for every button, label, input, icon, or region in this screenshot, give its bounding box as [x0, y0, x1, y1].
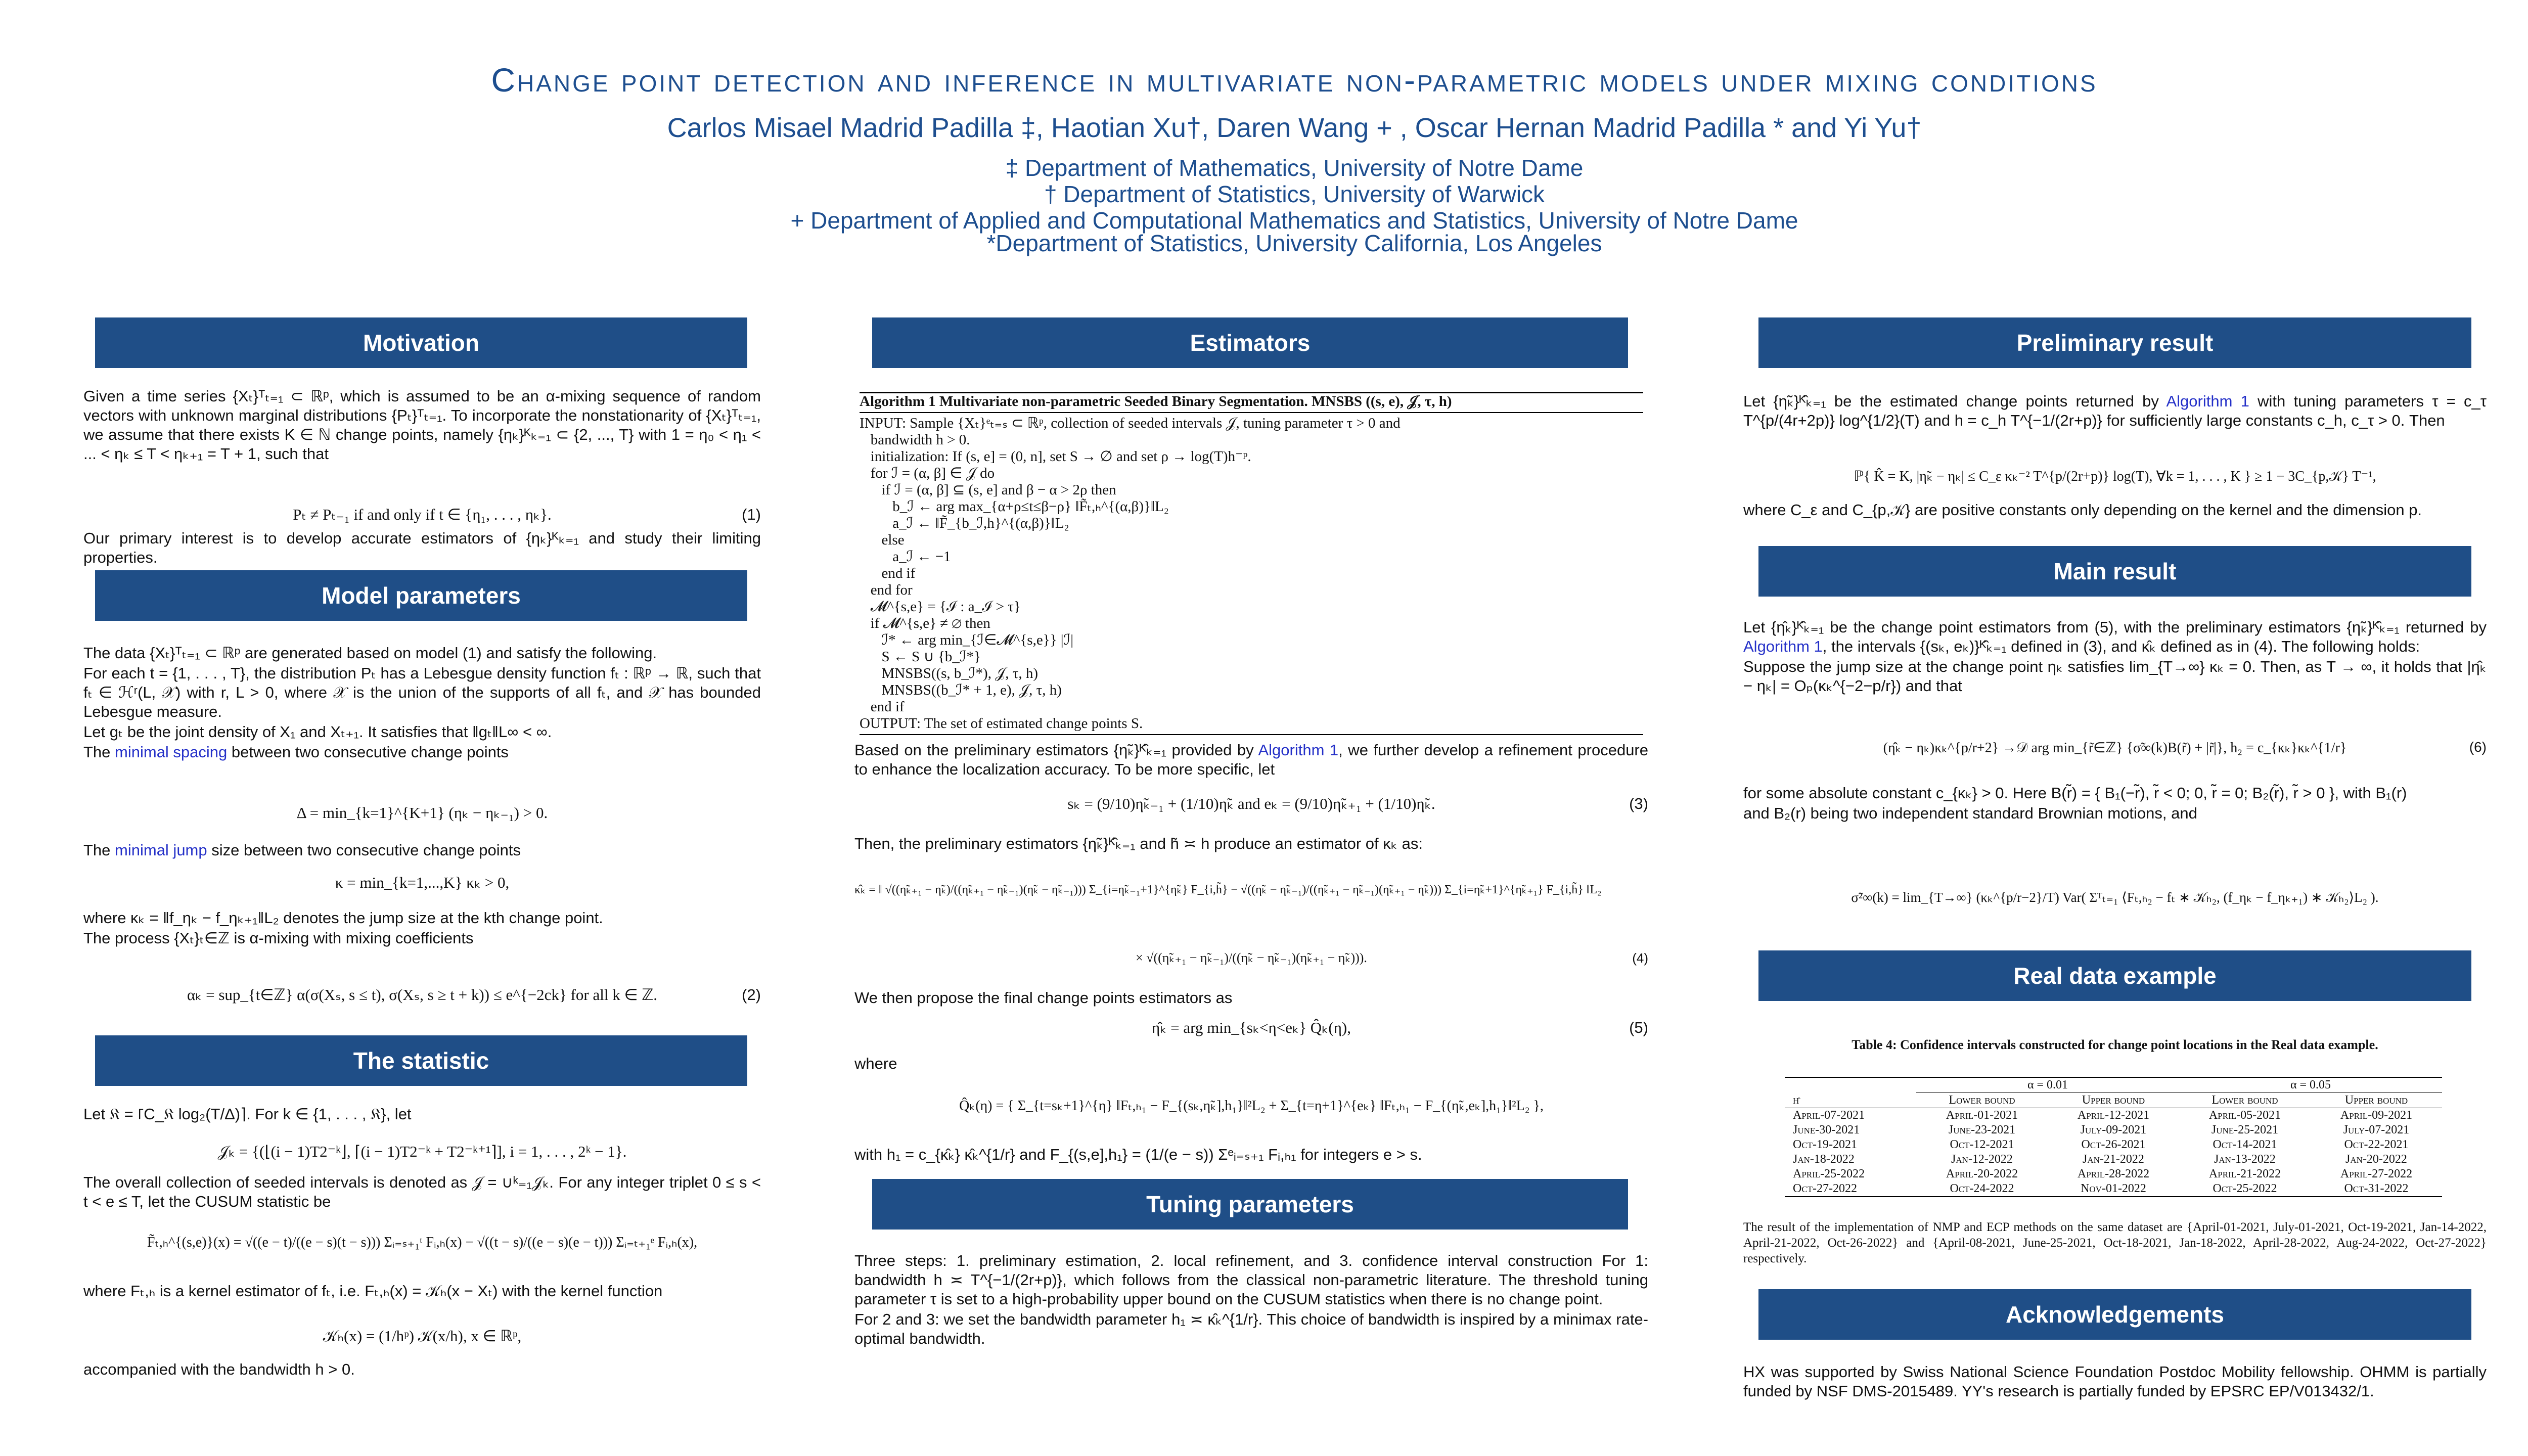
- tuning-heading: Tuning parameters: [872, 1179, 1628, 1230]
- algorithm-1-link-3[interactable]: Algorithm 1: [1743, 638, 1823, 655]
- table-cell: April-27-2022: [2340, 1167, 2413, 1180]
- estimators-heading: Estimators: [872, 317, 1628, 368]
- table-header-lower-1: Lower bound: [1949, 1094, 2015, 1107]
- table-cell: Oct-24-2022: [1950, 1182, 2014, 1195]
- equation-1-number: (1): [742, 506, 761, 523]
- equation-kappa-body: κ = min_{k=1,...,K} κₖ > 0,: [335, 874, 510, 891]
- statistic-text: [83, 1105, 761, 1125]
- model-paragraph-3: Let gₜ be the joint density of X₁ and Xₜ₊₁. It satisfies that ‖gₜ‖L∞ < ∞.: [83, 723, 552, 741]
- alpha-005-header: α = 0.05: [2179, 1077, 2442, 1093]
- table-row: [1785, 1108, 2442, 1123]
- table-alpha-row: [1785, 1077, 2442, 1093]
- equation-4-tail: [854, 950, 1648, 971]
- model-text-pre-2: The: [83, 841, 115, 859]
- acknowledgements-paragraph: HX was supported by Swiss National Science Foundation Postdoc Mobility fellowship. OHMM is partially funded by NSF DMS-2015489. YY's research is partially funded by EPSRC EP/V013432/1.: [1743, 1363, 2487, 1400]
- table-cell: Oct-19-2021: [1793, 1138, 1858, 1151]
- tuning-text: [854, 1251, 1648, 1349]
- equation-4-body-a: κ̂ₖ = ‖ √((η̃ₖ₊₁ − η̃ₖ)/((η̃ₖ₊₁ − η̃ₖ₋₁)(η̃ₖ − η̃ₖ₋₁))) Σ_{i=η̃ₖ₋₁+1}^{η̃ₖ} F_{i,h̃} − √((η̃ₖ − η̃ₖ₋₁)/((η̃ₖ₊₁ − η̃ₖ₋₁)(η̃ₖ₊₁ − η̃ₖ))) Σ_{i=η̃ₖ+1}^{η̃ₖ₊₁} F_{i,h̃} ‖L₂: [854, 883, 1602, 896]
- estimators-text-4: [854, 1054, 1648, 1074]
- acknowledgements-heading: Acknowledgements: [1758, 1289, 2471, 1340]
- table-cell: April-28-2022: [2077, 1167, 2150, 1180]
- table-row: [1785, 1152, 2442, 1167]
- preliminary-text-2: [1743, 500, 2487, 521]
- equation-q-body: Q̂ₖ(η) = { Σ_{t=sₖ+1}^{η} ‖Fₜ,ₕ₁ − F_{(sₖ,η̃ₖ],h₁}‖²L₂ + Σ_{t=η+1}^{eₖ} ‖Fₜ,ₕ₁ − F_{(η̃ₖ,eₖ],h₁}‖²L₂ },: [959, 1098, 1544, 1114]
- table-header-upper-2: Upper bound: [2344, 1094, 2408, 1107]
- table-cell: Oct-12-2021: [1950, 1138, 2014, 1151]
- algorithm-line: initialization: If (s, e] = (0, n], set S → ∅ and set ρ → log(T)h⁻ᵖ.: [860, 448, 1251, 465]
- equation-delta-body: Δ = min_{k=1}^{K+1} (ηₖ − ηₖ₋₁) > 0.: [296, 804, 548, 822]
- table-cell: Oct-14-2021: [2213, 1138, 2277, 1151]
- equation-cusum: [83, 1234, 761, 1254]
- table-cell: Jan-20-2022: [2345, 1153, 2407, 1166]
- algorithm-line: if ℐ = (α, β] ⊆ (s, e] and β − α > 2ρ then: [860, 482, 1116, 498]
- real-data-heading: Real data example: [1758, 950, 2471, 1001]
- table-cell: Nov-01-2022: [2081, 1182, 2146, 1195]
- algorithm-line: S ← S ∪ {b_ℐ*}: [860, 649, 981, 665]
- statistic-paragraph-2: The overall collection of seeded intervals is denoted as 𝒥 = ∪ᵏ₌₁𝒥ₖ. For any integer triplet 0 ≤ s < t < e ≤ T, let the CUSUM statistic be: [83, 1173, 761, 1210]
- statistic-heading: The statistic: [95, 1035, 747, 1086]
- main-result-paragraph-3: for some absolute constant c_{κₖ} > 0. Here B(r̃) = { B₁(−r̃), r̃ < 0; 0, r̃ = 0; B₂(r̃), r̃ > 0 }, with B₁(r): [1743, 784, 2407, 802]
- model-text-b: [83, 841, 761, 861]
- algorithm-line: INPUT: Sample {Xₜ}ᵉₜ₌ₛ ⊂ ℝᵖ, collection of seeded intervals 𝒥, tuning parameter τ > 0 and: [860, 415, 1401, 431]
- poster-title: Change point detection and inference in multivariate non-parametric models under mixing conditions: [491, 61, 2098, 99]
- minimal-spacing-link[interactable]: minimal spacing: [115, 743, 228, 761]
- table-cell: April-01-2021: [1946, 1109, 2018, 1122]
- author-list: Carlos Misael Madrid Padilla ‡, Haotian Xu†, Daren Wang + , Oscar Hernan Madrid Padilla * and Yi Yu†: [667, 113, 1922, 143]
- table-cell: Jan-21-2022: [2083, 1153, 2144, 1166]
- statistic-paragraph-4: accompanied with the bandwidth h > 0.: [83, 1360, 355, 1378]
- table-cell: April-05-2021: [2208, 1109, 2281, 1122]
- table-cell: April-21-2022: [2208, 1167, 2281, 1180]
- model-paragraph-6: where κₖ = ‖f_ηₖ − f_ηₖ₊₁‖L₂ denotes the jump size at the kth change point.: [83, 909, 603, 927]
- preliminary-paragraph-2: where C_ε and C_{p,𝒦} are positive constants only depending on the kernel and the dimension p.: [1743, 501, 2422, 519]
- estimators-paragraph-2: Then, the preliminary estimators {η̃ₖ}ᴷ̂ₖ₌₁ and h̃ ≍ h produce an estimator of κₖ as:: [854, 835, 1423, 852]
- statistic-text-4: [83, 1360, 761, 1380]
- equation-5-body: η̂ₖ = arg min_{sₖ<η<eₖ} Q̂ₖ(η),: [1152, 1019, 1351, 1036]
- model-text-post: between two consecutive change points: [227, 743, 509, 761]
- algorithm-1: [860, 392, 1643, 737]
- algorithm-line: OUTPUT: The set of estimated change points S.: [860, 715, 1143, 732]
- main-result-paragraph-1: [1743, 618, 2487, 656]
- table-header-upper-1: Upper bound: [2082, 1094, 2145, 1107]
- main-result-paragraph-4: and B₂(r) being two independent standard Brownian motions, and: [1743, 804, 2197, 822]
- algorithm-line: ℐ* ← arg min_{ℐ∈𝓜^{s,e}} |ℐ|: [860, 632, 1074, 648]
- equation-delta: [83, 804, 761, 824]
- equation-4: [854, 882, 1648, 938]
- acknowledgements-text: [1743, 1362, 2487, 1402]
- table-header-lower-2: Lower bound: [2211, 1094, 2278, 1107]
- algorithm-line: MNSBS((s, b_ℐ*), 𝒥, τ, h): [860, 665, 1039, 681]
- affiliation-2: † Department of Statistics, University of Warwick: [1044, 181, 1545, 207]
- equation-3-body: sₖ = (9/10)η̃ₖ₋₁ + (1/10)η̃ₖ and eₖ = (9/10)η̃ₖ₊₁ + (1/10)η̃ₖ.: [1067, 795, 1435, 812]
- table-caption: Table 4: Confidence intervals constructed for change point locations in the Real data example.: [1852, 1037, 2378, 1052]
- table-cell: April-09-2021: [2340, 1109, 2413, 1122]
- affiliation-4: *Department of Statistics, University California, Los Angeles: [986, 230, 1602, 256]
- equation-jk: [83, 1143, 761, 1163]
- equation-6: [1743, 739, 2487, 759]
- table-cell: April-07-2021: [1793, 1109, 1865, 1122]
- motivation-text-2: [83, 529, 761, 568]
- preliminary-text: [1743, 392, 2487, 431]
- table-cell: Jan-13-2022: [2214, 1153, 2276, 1166]
- equation-2-body: αₖ = sup_{t∈ℤ} α(σ(Xₛ, s ≤ t), σ(Xₛ, s ≥ t + k)) ≤ e^{−2ck} for all k ∈ ℤ.: [187, 986, 658, 1004]
- statistic-paragraph-1: Let 𝔎 = ⌈C_𝔎 log₂(T/Δ)⌉. For k ∈ {1, . . . , 𝔎}, let: [83, 1105, 412, 1123]
- equation-kernel-body: 𝒦ₕ(x) = (1/hᵖ) 𝒦(x/h), x ∈ ℝᵖ,: [323, 1327, 522, 1345]
- statistic-text-3: [83, 1282, 761, 1302]
- algorithm-line: MNSBS((b_ℐ* + 1, e), 𝒥, τ, h): [860, 682, 1062, 698]
- algorithm-line: else: [860, 532, 905, 548]
- model-paragraph-7: The process {Xₜ}ₜ∈ℤ is α-mixing with mixing coefficients: [83, 929, 474, 947]
- equation-5: [854, 1019, 1648, 1039]
- estimators-paragraph-5: with h₁ = c_{κ̂ₖ} κ̂ₖ^{1/r} and F_{(s,e],h₁} = (1/(e − s)) Σᵉᵢ₌ₛ₊₁ Fᵢ,ₕ₁ for integers e > s.: [854, 1146, 1422, 1163]
- algorithm-mid-rule: [860, 412, 1643, 413]
- preliminary-heading: Preliminary result: [1758, 317, 2471, 368]
- table-cell: Oct-26-2021: [2081, 1138, 2146, 1151]
- estimators-paragraph-3: We then propose the final change points estimators as: [854, 989, 1233, 1007]
- statistic-text-2: [83, 1173, 761, 1212]
- model-text-post-2: size between two consecutive change points: [207, 841, 521, 859]
- table-cell: July-09-2021: [2080, 1123, 2147, 1136]
- equation-sigma-body: σ̃²∞(k) = lim_{T→∞} (κₖ^{p/r−2}/T) Var( Σᵀₜ₌₁ ⟨Fₜ,ₕ₂ − fₜ ∗ 𝒦ₕ₂, (f_ηₖ − f_ηₖ₊₁) ∗ 𝒦ₕ₂⟩L₂ ).: [1851, 890, 2379, 905]
- table-cell: June-23-2021: [1948, 1123, 2016, 1136]
- algorithm-1-link[interactable]: Algorithm 1: [1258, 741, 1339, 759]
- alpha-001-header: α = 0.01: [1916, 1077, 2179, 1093]
- estimators-text-post: , we further develop a refinement procedure to enhance the localization accuracy. To be more specific, let: [854, 741, 1648, 778]
- algorithm-line: a_ℐ ← ‖F̃_{b_ℐ,h}^{(α,β)}‖L₂: [860, 515, 1069, 531]
- main-result-text: [1743, 618, 2487, 697]
- motivation-paragraph-2: Our primary interest is to develop accurate estimators of {ηₖ}ᴷₖ₌₁ and study their limiting properties.: [83, 529, 761, 566]
- estimators-text-pre: Based on the preliminary estimators {η̃ₖ}ᴷ̂ₖ₌₁ provided by: [854, 741, 1258, 759]
- motivation-heading: Motivation: [95, 317, 747, 368]
- tuning-paragraph-1: Three steps: 1. preliminary estimation, 2. local refinement, and 3. confidence interval construction For 1: bandwidth h ≍ T^{−1/(2r+p)}, which follows from the classical non-parametric literature. The threshold tuning parameter τ is set to a high-probability upper bound on the CUSUM statistics when there is no change point.: [854, 1252, 1648, 1308]
- table-cell: Oct-25-2022: [2213, 1182, 2277, 1195]
- table-cell: Oct-31-2022: [2344, 1182, 2409, 1195]
- model-paragraph-1: The data {Xₜ}ᵀₜ₌₁ ⊂ ℝᵖ are generated based on model (1) and satisfy the following.: [83, 644, 657, 662]
- algorithm-1-link-2[interactable]: Algorithm 1: [2166, 392, 2249, 410]
- table-corner: [1785, 1077, 1916, 1093]
- table-header-eta: η̂: [1793, 1093, 1799, 1107]
- table-row: [1785, 1167, 2442, 1181]
- algorithm-line: if 𝓜^{s,e} ≠ ∅ then: [860, 615, 990, 631]
- main-result-heading: Main result: [1758, 546, 2471, 597]
- table-header-row: [1785, 1093, 2442, 1108]
- model-paragraph-5: [83, 841, 761, 860]
- equation-5-number: (5): [1629, 1019, 1648, 1036]
- table-body: [1785, 1108, 2442, 1197]
- model-text: [83, 644, 761, 763]
- main-text-post: , the intervals {(sₖ, eₖ)}ᴷ̂ₖ₌₁ defined in (3), and κ̂ₖ defined as in (4). The following holds:: [1822, 638, 2420, 655]
- motivation-paragraph: Given a time series {Xₜ}ᵀₜ₌₁ ⊂ ℝᵖ, which is assumed to be an α-mixing sequence of random vectors with unknown marginal distributions {Pₜ}ᵀₜ₌₁. To incorporate the nonstationarity of {Xₜ}ᵀₜ₌₁, we assume that there exists K ∈ ℕ change points, namely {ηₖ}ᴷₖ₌₁ ⊂ {2, ..., T} with 1 = η₀ < η₁ < ... < ηₖ ≤ T < ηₖ₊₁ = T + 1, such that: [83, 387, 761, 463]
- table-cell: Oct-27-2022: [1793, 1182, 1858, 1195]
- equation-cusum-body: F̃ₜ,ₕ^{(s,e)}(x) = √((e − t)/((e − s)(t − s))) Σᵢ₌ₛ₊₁ᵗ Fᵢ,ₕ(x) − √((t − s)/((e − s)(e − t))) Σᵢ₌ₜ₊₁ᵉ Fᵢ,ₕ(x),: [147, 1235, 698, 1250]
- algorithm-line: end if: [860, 699, 905, 715]
- model-text-c: [83, 908, 761, 949]
- model-paragraph-4: [83, 743, 761, 762]
- main-result-paragraph-2: Suppose the jump size at the change point ηₖ satisfies lim_{T→∞} κₖ = 0. Then, as T → ∞, it holds that |η̂ₖ − ηₖ| = Oₚ(κₖ^{−2−p/r}) and that: [1743, 658, 2487, 695]
- equation-3: [854, 795, 1648, 815]
- equation-6-body: (η̂ₖ − ηₖ)κₖ^{p/r+2} →𝒟 arg min_{r̃∈ℤ} {σ̃∞(k)B(r̃) + |r̃|}, h₂ = c_{κₖ}κₖ^{1/r}: [1883, 740, 2347, 756]
- preliminary-text-pre: Let {η̃ₖ}ᴷ̂ₖ₌₁ be the estimated change points returned by: [1743, 392, 2166, 410]
- equation-kappa: [83, 874, 761, 894]
- equation-1: [83, 506, 761, 526]
- table-row: [1785, 1181, 2442, 1197]
- table-cell: June-25-2021: [2211, 1123, 2279, 1136]
- preliminary-text-post: with tuning parameters τ = c_τ T^{p/(4r+2p)} log^{1/2}(T) and h = c_h T^{−1/(2r+p)} for sufficiently large constants c_h, c_τ > 0. Then: [1743, 392, 2487, 429]
- estimators-paragraph-1: [854, 741, 1648, 779]
- algorithm-line: bandwidth h > 0.: [860, 432, 970, 448]
- tuning-paragraph-2: For 2 and 3: we set the bandwidth parameter h₁ ≍ κ̂ₖ^{1/r}. This choice of bandwidth is inspired by a minimax rate-optimal bandwidth.: [854, 1310, 1648, 1347]
- table-cell: Jan-12-2022: [1951, 1153, 2013, 1166]
- model-text-pre: The: [83, 743, 115, 761]
- table-row: [1785, 1123, 2442, 1138]
- real-data-table: [1785, 1077, 2442, 1197]
- algorithm-line: end for: [860, 582, 913, 598]
- table-cell: April-20-2022: [1946, 1167, 2018, 1180]
- estimators-text-5: [854, 1145, 1648, 1165]
- algorithm-line: 𝓜^{s,e} = {ℐ : a_ℐ > τ}: [860, 599, 1021, 615]
- algorithm-lines: [860, 415, 1643, 732]
- estimators-text-3: [854, 988, 1648, 1009]
- equation-4-number: (4): [1632, 950, 1648, 966]
- equation-prelim: [1743, 468, 2487, 488]
- estimators-text-2: [854, 834, 1648, 854]
- equation-jk-body: 𝒥ₖ = {(⌊(i − 1)T2⁻ᵏ⌋, ⌈(i − 1)T2⁻ᵏ + T2⁻ᵏ⁺¹⌉], i = 1, . . . , 2ᵏ − 1}.: [217, 1143, 627, 1160]
- equation-2: [83, 986, 761, 1006]
- main-result-text-2: [1743, 784, 2487, 824]
- table-row: [1785, 1138, 2442, 1152]
- algorithm-line: a_ℐ ← −1: [860, 549, 951, 565]
- algorithm-line: end if: [860, 565, 916, 581]
- equation-4-body-b: × √((η̃ₖ₊₁ − η̃ₖ₋₁)/((η̃ₖ − η̃ₖ₋₁)(η̃ₖ₊₁ − η̃ₖ))).: [1136, 950, 1367, 965]
- table-cell: April-25-2022: [1793, 1167, 1865, 1180]
- estimators-paragraph-4: where: [854, 1055, 897, 1072]
- equation-prelim-body: ℙ{ K̂ = K, |η̃ₖ − ηₖ| ≤ C_ε κₖ⁻² T^{p/(2r+p)} log(T), ∀k = 1, . . . , K } ≥ 1 − 3C_{p,𝒦} T⁻¹,: [1854, 469, 2376, 484]
- affiliation-3: + Department of Applied and Computational Mathematics and Statistics, University of Notre Dame: [790, 207, 1798, 234]
- algorithm-title: Algorithm 1 Multivariate non-parametric Seeded Binary Segmentation. MNSBS ((s, e), 𝒥, τ, h): [860, 393, 1452, 410]
- algorithm-line: b_ℐ ← arg max_{α+ρ≤t≤β−ρ} ‖F̃ₜ,ₕ^{(α,β)}‖L₂: [860, 498, 1169, 515]
- estimators-text-1: [854, 741, 1648, 780]
- table-cell: June-30-2021: [1793, 1123, 1860, 1136]
- preliminary-paragraph-1: [1743, 392, 2487, 430]
- equation-6-number: (6): [2469, 739, 2487, 755]
- statistic-paragraph-3: where Fₜ,ₕ is a kernel estimator of fₜ, i.e. Fₜ,ₕ(x) = 𝒦ₕ(x − Xₜ) with the kernel function: [83, 1282, 663, 1300]
- equation-sigma: [1743, 890, 2487, 910]
- table-cell: Jan-18-2022: [1793, 1153, 1855, 1166]
- table-note: The result of the implementation of NMP and ECP methods on the same dataset are {April-01-2021, July-01-2021, Oct-19-2021, Jan-14-2022, April-21-2022, Oct-26-2022} and {April-08-2021, June-25-2021, Oct-18-2021, Jan-18-2022, April-28-2022, Aug-24-2022, Oct-27-2022} respectively.: [1743, 1220, 2487, 1265]
- affiliation-1: ‡ Department of Mathematics, University of Notre Dame: [1005, 155, 1584, 181]
- minimal-jump-link[interactable]: minimal jump: [115, 841, 207, 859]
- equation-q: [854, 1097, 1648, 1117]
- equation-2-number: (2): [742, 986, 761, 1004]
- model-heading: Model parameters: [95, 570, 747, 621]
- table-cell: April-12-2021: [2077, 1109, 2150, 1122]
- algorithm-bottom-rule: [860, 734, 1643, 735]
- motivation-text: [83, 387, 761, 465]
- table-cell: July-07-2021: [2343, 1123, 2410, 1136]
- table-cell: Oct-22-2021: [2344, 1138, 2409, 1151]
- main-text-pre: Let {η̂ₖ}ᴷ̂ₖ₌₁ be the change point estimators from (5), with the preliminary estimators {η̃ₖ}ᴷ̂ₖ₌₁ returned by: [1743, 618, 2487, 636]
- equation-3-number: (3): [1629, 795, 1648, 812]
- model-paragraph-2: For each t = {1, . . . , T}, the distribution Pₜ has a Lebesgue density function fₜ : ℝᵖ → ℝ, such that fₜ ∈ ℋʳ(L, 𝒳) with r, L > 0, where 𝒳 is the union of the supports of all fₜ, and 𝒳 has bounded Lebesgue measure.: [83, 664, 761, 720]
- algorithm-line: for ℐ = (α, β] ∈ 𝒥 do: [860, 465, 995, 481]
- equation-kernel: [83, 1327, 761, 1347]
- equation-1-body: Pₜ ≠ Pₜ₋₁ if and only if t ∈ {η₁, . . . , ηₖ}.: [293, 506, 552, 523]
